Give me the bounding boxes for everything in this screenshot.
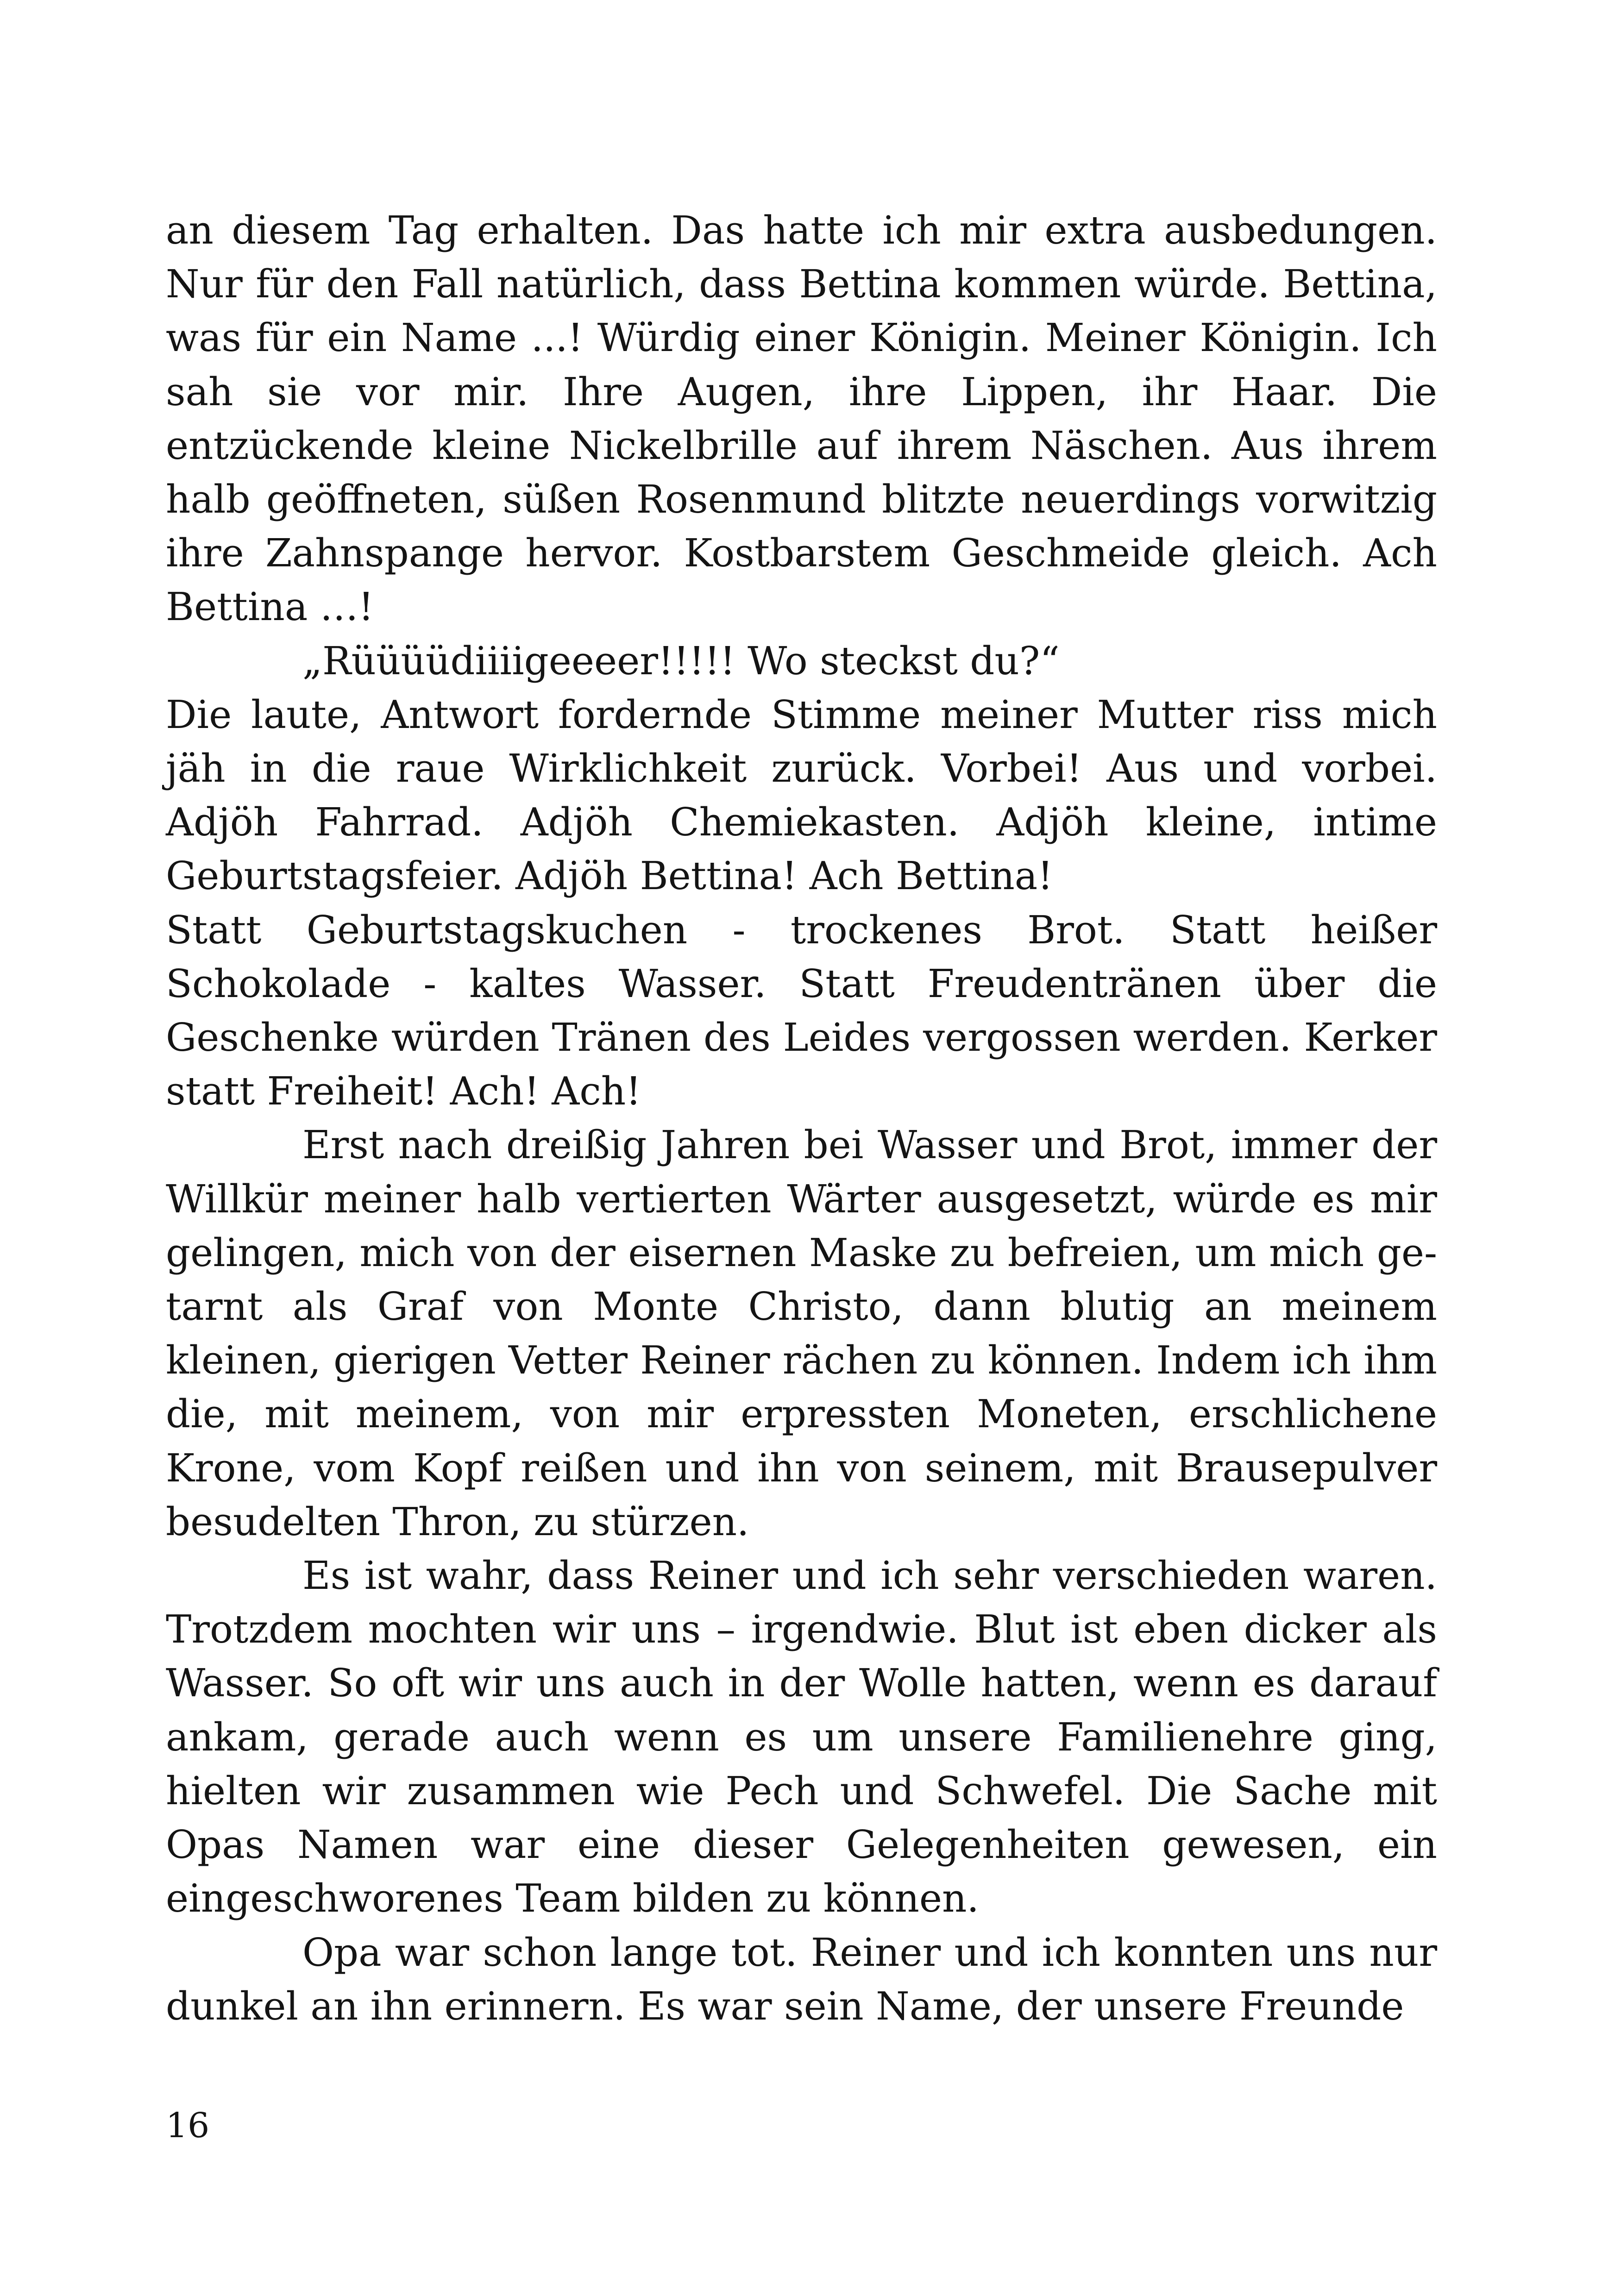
paragraph-3: Die laute, Antwort fordernde Stimme meiner Mutter riss mich jäh in die raue Wirklichkeit zurück. Vorbei! Aus und vorbei. Adjöh Fahrrad. Adjöh Chemiekasten. Adjöh kleine, intime Geburtstagsfeier. Adjöh Bettina! Ach Bettina! — [166, 692, 1437, 899]
paragraph-4: Statt Geburtstagskuchen - trockenes Brot. Statt heißer Schokolade - kaltes Wasser. Statt Freudentränen über die Geschenke würden Tränen des Leides vergossen werden. Kerker statt Freiheit! Ach! Ach! — [166, 907, 1437, 1114]
paragraph-2-dialogue: „Rüüüüdiiiigeeeer!!!!! Wo steckst du?“ — [302, 638, 1060, 684]
page-number: 16 — [166, 2106, 210, 2145]
body-text — [166, 204, 1437, 2033]
paragraph-1: an diesem Tag erhalten. Das hatte ich mir extra ausbedungen. Nur für den Fall natürlich, dass Bettina kommen würde. Bettina, was für ein Name ...! Würdig einer Königin. Meiner Königin. Ich sah sie vor mir. Ihre Augen, ihre Lippen, ihr Haar. Die entzückende kleine Nickelbrille auf ihrem Näschen. Aus ihrem halb geöffneten, süßen Rosenmund blitzte neuerdings vorwitzig ihre Zahnspange hervor. Kostbarstem Geschmeide gleich. Ach Bettina …! — [166, 208, 1437, 630]
paragraph-5: Erst nach dreißig Jahren bei Wasser und Brot, immer der Willkür meiner halb vertierten Wärter ausgesetzt, würde es mir gelingen, mich von der eisernen Maske zu befreien, um mich getarnt als Graf von Monte Christo, dann blutig an meinem kleinen, gierigen Vetter Reiner rächen zu können. Indem ich ihm die, mit meinem, von mir erpressten Moneten, erschlichene Krone, vom Kopf reißen und ihn von seinem, mit Brausepulver besudelten Thron, zu stürzen. — [166, 1123, 1437, 1544]
paragraph-7: Opa war schon lange tot. Reiner und ich konnten uns nur dunkel an ihn erinnern. Es war sein Name, der unsere Freunde — [166, 1930, 1437, 2029]
paragraph-6: Es ist wahr, dass Reiner und ich sehr verschieden waren. Trotzdem mochten wir uns – irgendwie. Blut ist eben dicker als Wasser. So oft wir uns auch in der Wolle hatten, wenn es darauf ankam, gerade auch wenn es um unsere Familienehre ging, hielten wir zusammen wie Pech und Schwefel. Die Sache mit Opas Namen war eine dieser Gelegenheiten gewesen, ein eingeschworenes Team bilden zu können. — [166, 1553, 1437, 1921]
